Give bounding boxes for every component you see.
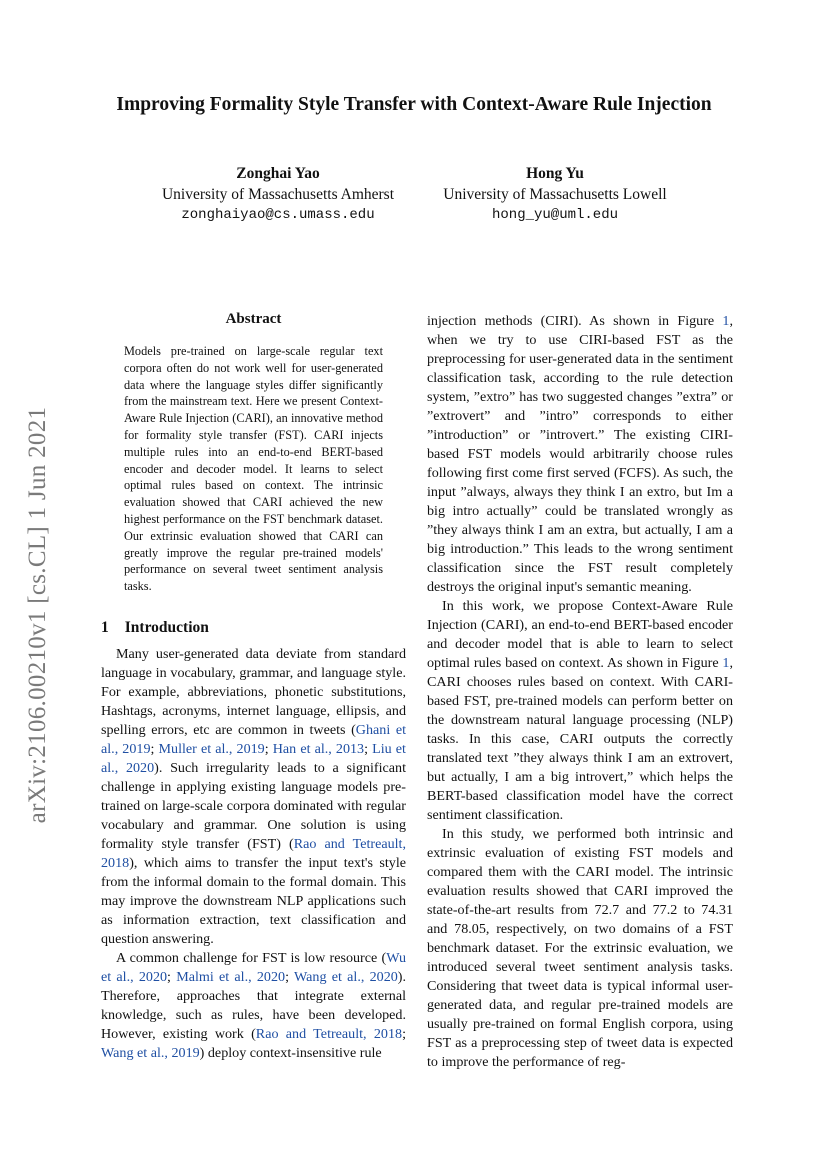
author-affiliation: University of Massachusetts Lowell [443,185,667,203]
citation-link[interactable]: Rao and Tetreault, 2018 [255,1026,403,1042]
text-run: ; [150,741,159,757]
abstract-heading: Abstract [225,311,282,327]
citation-link[interactable]: Muller et al., 2019 [158,741,265,757]
author-email[interactable]: zonghaiyao@cs.umass.edu [181,207,375,223]
author-email[interactable]: hong_yu@uml.edu [491,207,619,223]
text-run: ), which aims to transfer the input text's style from the informal domain to the formal domain. This may improve the downstream NLP applications such as information extraction, text classification and question answering. [101,855,406,947]
text-run: In this work, we propose Context-Aware Rule Injection (CARI), an end-to-end BERT-based encoder and decoder model that is able to learn to select optimal rules based on context. As shown in Figure [427,598,733,671]
intro-paragraph-4 [427,597,733,825]
text-run: ; [402,1026,406,1042]
text-run: ). Therefore, approaches that integrate external knowledge, such as rules, have been developed. However, existing work ( [101,969,407,1042]
text-run: ). Such irregularity leads to a significant challenge in applying existing language models pre-trained on large-scale corpora dominated with regular vocabulary and grammar. One solution is using formality style transfer (FST) ( [101,760,406,852]
text-run: A common challenge for FST is low resource ( [116,950,387,966]
arxiv-stamp [18,380,58,850]
paper-title: Improving Formality Style Transfer with Context-Aware Rule Injection [116,94,712,115]
text-run: injection methods (CIRI). As shown in Figure [427,313,723,329]
citation-link[interactable]: Wang et al., 2020 [293,969,398,985]
citation-link[interactable]: Wu et al., 2020 [101,950,406,985]
author-name: Zonghai Yao [236,165,320,182]
text-run: ) deploy context-insensitive rule [199,1045,382,1061]
text-run: ; [167,969,177,985]
figure-link[interactable]: 1 [722,313,730,329]
intro-paragraph-2 [101,949,406,1063]
text-run: ; [285,969,294,985]
text-run: , when we try to use CIRI-based FST as the preprocessing for user-generated data in the sentiment classification task, according to the rule detection system, ”extro” has two suggested changes ”extra” or ”extrovert” and ”intro” corresponds to either ”introduction” or ”introvert.” The existing CIRI-based FST models would arbitrarily choose rules following first come first served (FCFS). As such, the input ”always, always they think I an extro, but Im a big intro actually” could be translated wrongly as ”they always think I am an extra, but actually, I am a big introduction.” This leads to the wrong sentiment classification since the FST result completely destroys the original input's semantic meaning. [427,313,733,595]
citation-link[interactable]: Malmi et al., 2020 [176,969,286,985]
text-run: , CARI chooses rules based on context. With CARI-based FST, pre-trained models can perform better on the downstream natural language processing (NLP) tasks. In this case, CARI outputs the correctly translated text ”they always think I am an extrovert, but actually, I am a big introvert,” which helps the BERT-based classification model have the correct sentiment classification. [427,655,733,823]
section-number: 1 [101,619,109,636]
text-run: Many user-generated data deviate from standard language in vocabulary, grammar, and language style. For example, abbreviations, phonetic substitutions, Hashtags, acronyms, internet language, ellipsis, and spelling errors, etc are common in tweets ( [101,646,406,738]
author-block-1 [148,164,408,226]
text-run: ; [264,741,273,757]
author-block-2 [420,164,690,226]
intro-paragraph-1 [101,645,406,949]
section-heading [101,618,406,637]
section-title: Introduction [124,619,209,636]
intro-paragraph-5: In this study, we performed both intrinsic and extrinsic evaluation of existing FST models and compared them with the CARI model. The intrinsic evaluation results showed that CARI improved the state-of-the-art results from 72.7 and 77.2 to 74.31 and 78.05, respectively, on two domains of a FST benchmark dataset. For the extrinsic evaluation, we introduced several tweet sentiment analysis tasks. Considering that tweet data is typical informal user-generated data, and regular pre-trained models are usually pre-trained on formal English corpora, using FST as a preprocessing step of tweet data is expected to improve the performance of reg- [427,826,733,1070]
citation-link[interactable]: Wang et al., 2019 [101,1045,200,1061]
intro-paragraph-3 [427,312,733,597]
right-column [427,312,733,1072]
arxiv-stamp-text: arXiv:2106.00210v1 [cs.CL] 1 Jun 2021 [24,406,51,824]
citation-link[interactable]: Han et al., 2013 [272,741,365,757]
author-affiliation: University of Massachusetts Amherst [161,185,395,203]
left-column [101,618,406,1063]
citation-link[interactable]: Ghani et al., 2019 [101,722,407,757]
citation-link[interactable]: Rao and Tetreault, 2018 [101,836,406,871]
figure-link[interactable]: 1 [722,655,730,671]
text-run: ; [364,741,373,757]
citation-link[interactable]: Liu et al., 2020 [101,741,406,776]
author-name: Hong Yu [526,165,584,182]
abstract-text: Models pre-trained on large-scale regular text corpora often do not work well for user-generated data where the language styles differ significantly from the mainstream text. Here we present Context-Aware Rule Injection (CARI), an innovative method for formality style transfer (FST). CARI injects multiple rules into an end-to-end BERT-based encoder and decoder model. It learns to select optimal rules based on context. The intrinsic evaluation showed that CARI achieved the new highest performance on the FST benchmark dataset. Our extrinsic evaluation showed that CARI can greatly improve the regular pre-trained models' performance on several tweet sentiment analysis tasks. [124,344,383,594]
